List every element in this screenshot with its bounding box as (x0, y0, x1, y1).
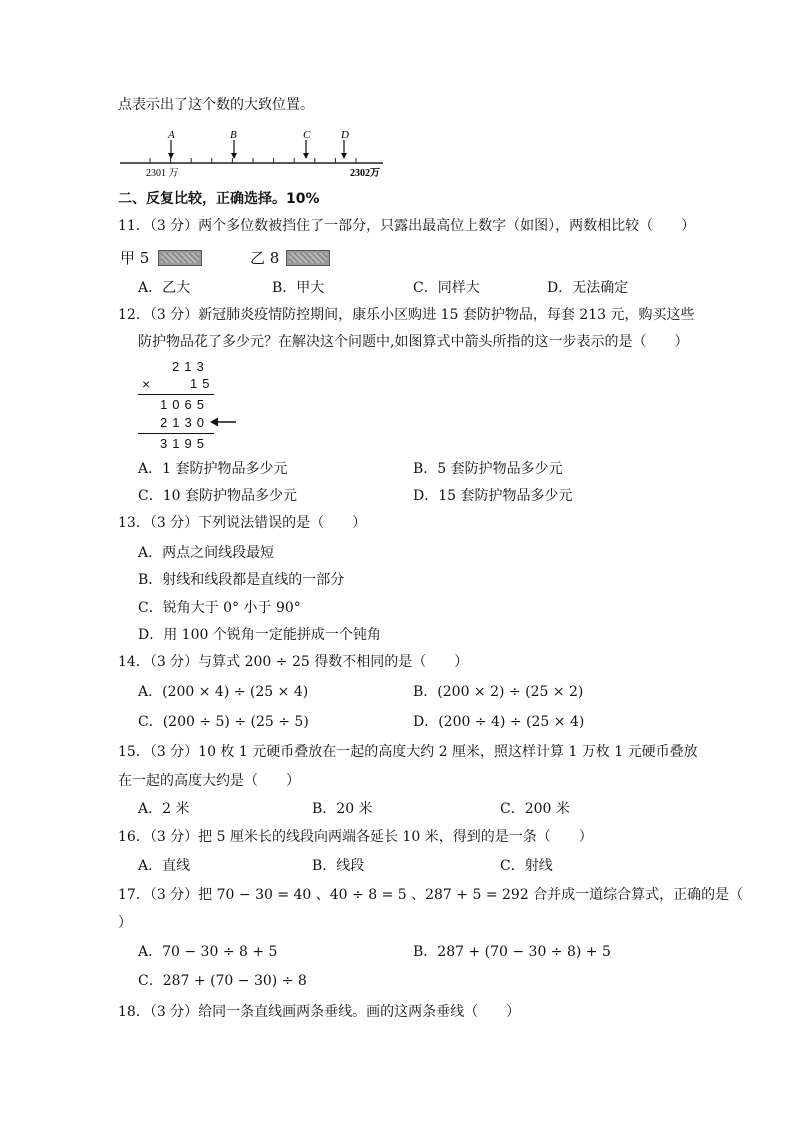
marker-b (230, 129, 237, 159)
q15-option-b: B．20 米 (312, 801, 373, 817)
q15-stem-line1: 15．（3 分）10 枚 1 元硬币叠放在一起的高度大约 2 厘米，照这样计算 1 万枚 1 元硬币叠放 (118, 744, 698, 760)
q14-option-d: D．(200 ÷ 4) ÷ (25 × 4) (413, 714, 585, 730)
q13-option-b: B．射线和线段都是直线的一部分 (138, 572, 345, 588)
q11-stem: 11．（3 分）两个多位数被挡住了一部分，只露出最高位上数字（如图），两数相比较（ ） (118, 218, 696, 234)
q12-option-b: B．5 套防护物品多少元 (413, 461, 563, 477)
q16-stem: 16．（3 分）把 5 厘米长的线段向两端各延长 10 米，得到的是一条（ ） (118, 829, 593, 845)
q17-option-b: B．287 + (70 − 30 ÷ 8) + 5 (413, 944, 611, 960)
q12-option-d: D．15 套防护物品多少元 (413, 488, 573, 504)
q17-stem-line1: 17．（3 分）把 70 − 30 = 40 、40 ÷ 8 = 5 、287 + 5 = 292 合并成一道综合算式，正确的是（ (118, 887, 744, 903)
q11-yi: 乙 8 (250, 249, 280, 267)
marker-label-d: D (341, 129, 349, 141)
q18-stem: 18．（3 分）给同一条直线画两条垂线。画的这两条垂线（ ） (118, 1004, 521, 1020)
q11-option-a: A．乙大 (138, 280, 191, 296)
q14-option-b: B．(200 × 2) ÷ (25 × 2) (413, 684, 584, 700)
q17-option-a: A．70 − 30 ÷ 8 + 5 (138, 944, 278, 960)
q16-option-a: A．直线 (138, 858, 191, 874)
marker-d (340, 129, 349, 159)
q14-option-c: C．(200 ÷ 5) ÷ (25 ÷ 5) (138, 714, 309, 730)
q15-option-c: C．200 米 (500, 801, 570, 817)
marker-label-c: C (303, 129, 311, 141)
q11-option-d: D．无法确定 (547, 280, 629, 296)
q12-vertical-multiplication (138, 358, 248, 453)
calc-row-2130: 2130 (160, 415, 209, 430)
q11-option-c: C．同样大 (413, 280, 480, 296)
q17-option-c: C．287 + (70 − 30) ÷ 8 (138, 973, 307, 989)
marker-label-a: A (168, 129, 175, 141)
q11-option-b: B．甲大 (272, 280, 325, 296)
q12-stem-line1: 12．（3 分）新冠肺炎疫情防控期间，康乐小区购进 15 套防护物品，每套 213 元，购买这些 (118, 307, 695, 323)
intro-text: 点表示出了这个数的大致位置。 (118, 97, 314, 113)
q12-option-c: C．10 套防护物品多少元 (138, 488, 297, 504)
calc-row-1065: 1065 (160, 397, 209, 412)
left-end-label: 2301 万 (146, 168, 179, 178)
q12-option-a: A．1 套防护物品多少元 (138, 461, 288, 477)
calc-row-3195: 3195 (160, 436, 209, 451)
q16-option-b: B．线段 (312, 858, 365, 874)
q13-option-d: D．用 100 个锐角一定能拼成一个钝角 (138, 627, 381, 643)
q11-jia: 甲 5 (120, 249, 150, 267)
marker-c (303, 129, 311, 159)
arrow-left-icon (210, 416, 236, 428)
q11-hidden-box-yi (286, 250, 330, 266)
marker-label-b: B (230, 129, 237, 141)
q13-option-a: A．两点之间线段最短 (138, 545, 275, 561)
section-heading: 二、反复比较，正确选择。10% (118, 191, 320, 207)
q12-stem-line2: 防护物品花了多少元？在解决这个问题中,如图算式中箭头所指的这一步表示的是（ ） (138, 334, 689, 350)
q13-stem: 13．（3 分）下列说法错误的是（ ） (118, 515, 367, 531)
right-end-label: 2302万 (350, 168, 380, 178)
q11-hidden-box-jia (158, 250, 202, 266)
q14-option-a: A．(200 × 4) ÷ (25 × 4) (138, 684, 309, 700)
q15-stem-line2: 在一起的高度大约是（ ） (118, 773, 300, 789)
q17-stem-line2: ） (118, 915, 132, 931)
calc-row-213: 213 (172, 359, 209, 374)
calc-times-sign: × (142, 376, 156, 392)
q16-option-c: C．射线 (500, 858, 553, 874)
number-line-figure (118, 126, 393, 178)
marker-a (167, 129, 175, 159)
q13-option-c: C．锐角大于 0° 小于 90° (138, 600, 301, 616)
calc-row-15: 15 (190, 376, 215, 391)
q15-option-a: A．2 米 (138, 801, 190, 817)
q14-stem: 14．（3 分）与算式 200 ÷ 25 得数不相同的是（ ） (118, 654, 469, 670)
